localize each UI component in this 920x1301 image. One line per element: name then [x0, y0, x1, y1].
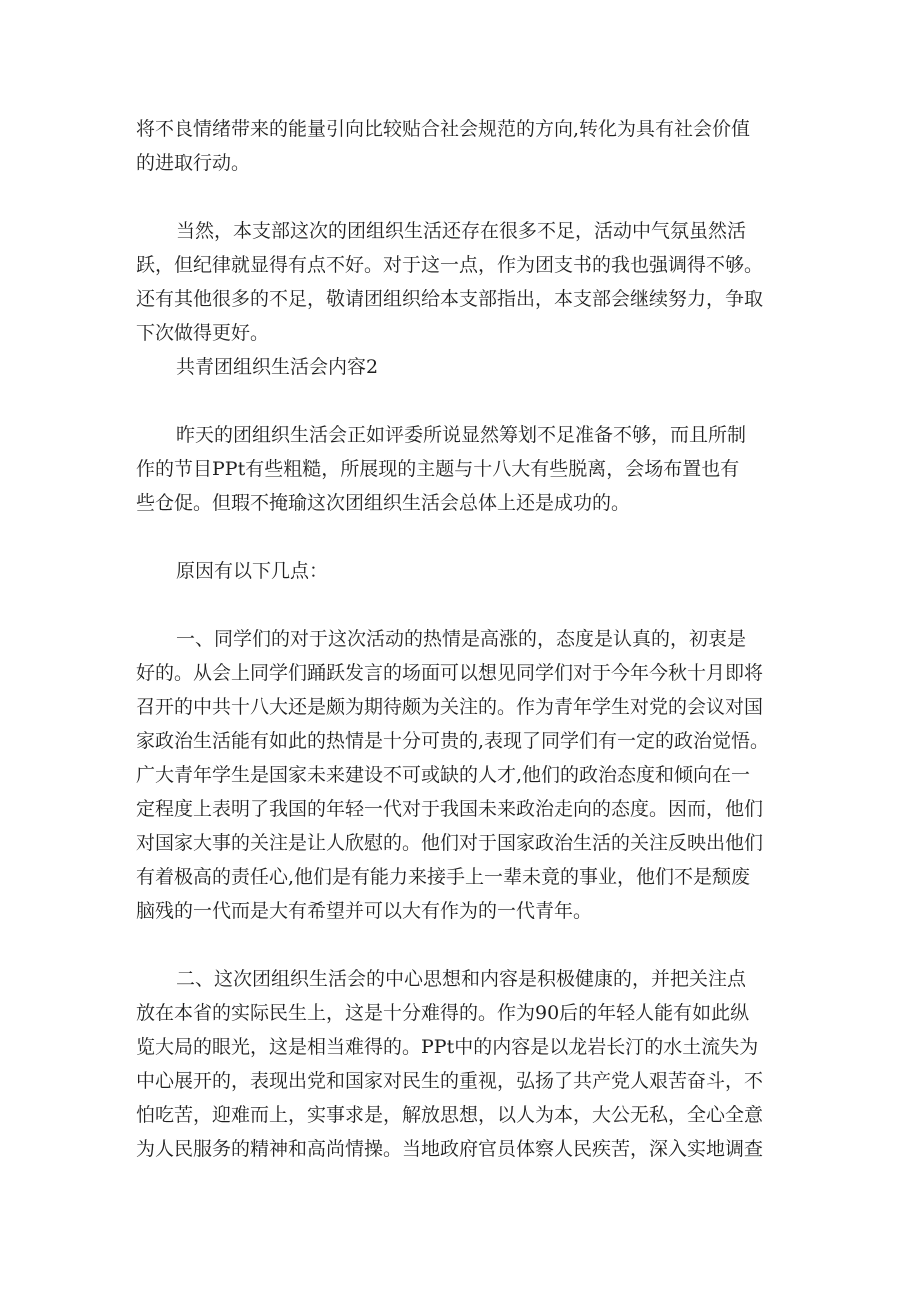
- paragraph-line: 将不良情绪带来的能量引向比较贴合社会规范的方向,转化为具有社会价值: [136, 118, 751, 140]
- paragraph-line: 家政治生活能有如此的热情是十分可贵的,表现了同学们有一定的政治觉悟。: [136, 730, 770, 752]
- paragraph-line: 有着极高的责任心,他们是有能力来接手上一辈未竟的事业，他们不是颓废: [136, 866, 751, 888]
- paragraph-line: 跃，但纪律就显得有点不好。对于这一点，作为团支书的我也强调得不够。: [136, 254, 764, 276]
- paragraph-line: 广大青年学生是国家未来建设不可或缺的人才,他们的政治态度和倾向在一: [136, 764, 751, 786]
- paragraph-line: 昨天的团组织生活会正如评委所说显然筹划不足准备不够，而且所制: [176, 424, 747, 446]
- paragraph-line: 好的。从会上同学们踊跃发言的场面可以想见同学们对于今年今秋十月即将: [136, 662, 764, 684]
- paragraph-line: 原因有以下几点：: [176, 560, 329, 582]
- paragraph-line: 二、这次团组织生活会的中心思想和内容是积极健康的，并把关注点: [176, 968, 747, 990]
- paragraph-line: 脑残的一代而是大有希望并可以大有作为的一代青年。: [136, 900, 593, 922]
- paragraph-line: 对国家大事的关注是让人欣慰的。他们对于国家政治生活的关注反映出他们: [136, 832, 764, 854]
- paragraph-line: 为人民服务的精神和高尚情操。当地政府官员体察人民疾苦，深入实地调查: [136, 1138, 764, 1160]
- paragraph-line: 作的节目PPt有些粗糙，所展现的主题与十八大有些脱离，会场布置也有: [136, 458, 740, 480]
- paragraph-line: 下次做得更好。: [136, 322, 270, 344]
- paragraph-line: 定程度上表明了我国的年轻一代对于我国未来政治走向的态度。因而，他们: [136, 798, 764, 820]
- paragraph-line: 放在本省的实际民生上，这是十分难得的。作为90后的年轻人能有如此纵: [136, 1002, 750, 1024]
- paragraph-line: 的进取行动。: [136, 152, 251, 174]
- paragraph-line: 一、同学们的对于这次活动的热情是高涨的，态度是认真的，初衷是: [176, 628, 747, 650]
- paragraph-line: 些仓促。但瑕不掩瑜这次团组织生活会总体上还是成功的。: [136, 492, 631, 514]
- paragraph-line: 览大局的眼光，这是相当难得的。PPt中的内容是以龙岩长汀的水土流失为: [136, 1036, 759, 1058]
- paragraph-line: 怕吃苦，迎难而上，实事求是，解放思想，以人为本，大公无私，全心全意: [136, 1104, 764, 1126]
- paragraph-line: 召开的中共十八大还是颇为期待颇为关注的。作为青年学生对党的会议对国: [136, 696, 764, 718]
- paragraph-line: 中心展开的，表现出党和国家对民生的重视，弘扬了共产党人艰苦奋斗，不: [136, 1070, 764, 1092]
- paragraph-line: 当然，本支部这次的团组织生活还存在很多不足，活动中气氛虽然活: [176, 220, 747, 242]
- section-heading: 共青团组织生活会内容2: [176, 356, 379, 378]
- paragraph-line: 还有其他很多的不足，敬请团组织给本支部指出，本支部会继续努力，争取: [136, 288, 764, 310]
